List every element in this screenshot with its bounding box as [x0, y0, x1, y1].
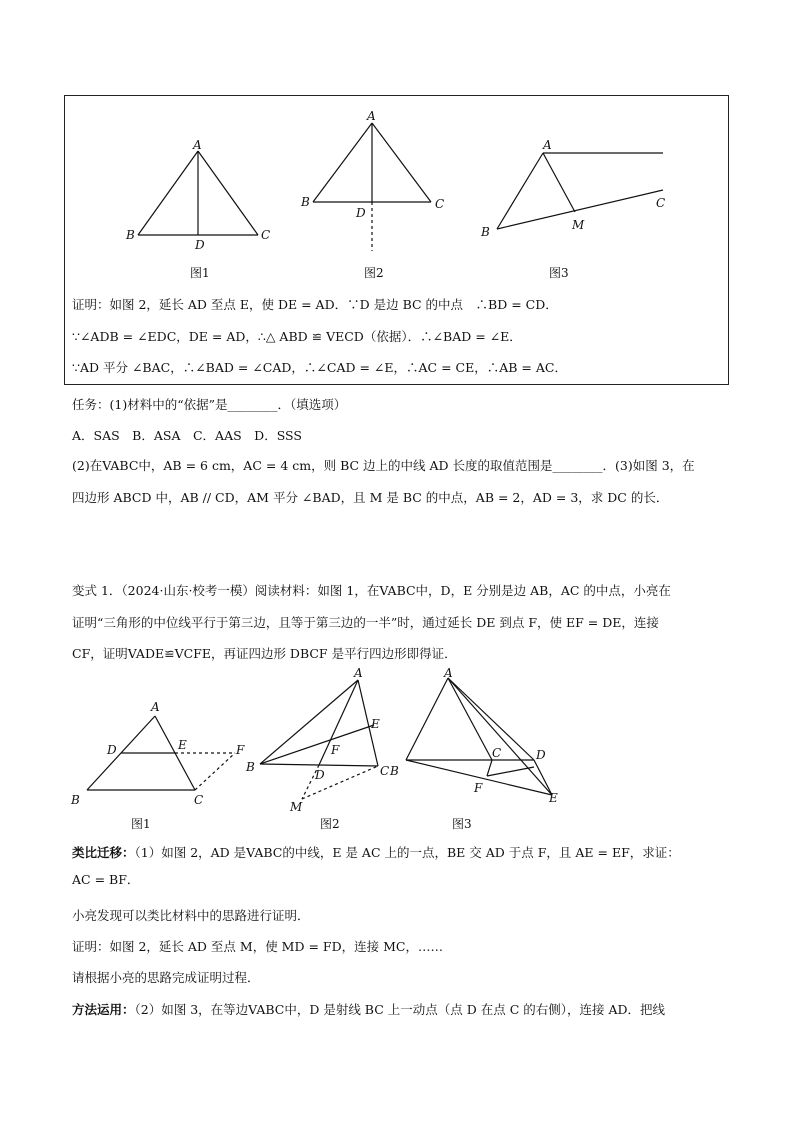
variant-line-2: 证明“三角形的中位线平行于第三边，且等于第三边的一半”时，通过延长 DE 到点 F，使 EF = DE，连接: [72, 615, 659, 630]
vf3-label-c: C: [492, 746, 502, 760]
vf3-segment-ae: [448, 678, 552, 795]
vf3-label-e: E: [549, 791, 558, 805]
fig2-side-ab: [313, 123, 372, 202]
fig2-label-d: D: [356, 206, 366, 220]
vf2-label-e: E: [371, 717, 380, 731]
analogy-line-3: 小亮发现可以类比材料中的思路进行证明．: [72, 908, 310, 923]
fig1-label-d: D: [195, 238, 205, 252]
vf1-label-e: E: [178, 738, 187, 752]
fig2-label-b: B: [301, 195, 310, 209]
analogy-line-1: [72, 844, 680, 862]
vf1-label-f: F: [236, 743, 245, 757]
proof-line-3: ∵AD 平分 ∠BAC，∴∠BAD = ∠CAD，∴∠CAD = ∠E，∴AC = CE，∴AB = AC．: [72, 360, 567, 375]
vf2-label-f: F: [331, 743, 340, 757]
variant-line-1: 变式 1．（2024·山东·校考一模）阅读材料：如图 1，在VABC中，D，E 分别是边 AB，AC 的中点，小亮在: [72, 583, 671, 598]
vf2-segment-be: [260, 725, 374, 764]
fig3-label-m: M: [572, 218, 585, 232]
box-figure-1: [120, 135, 280, 285]
fig1-label-a: A: [193, 138, 202, 152]
fig1-label-b: B: [126, 228, 135, 242]
vf2-label-a: A: [354, 666, 363, 680]
fig3-label-a: A: [543, 138, 552, 152]
method-heading: 方法运用：: [72, 1002, 135, 1017]
vf3-segment-cf: [487, 760, 492, 776]
fig1-side-ab: [138, 151, 198, 235]
analogy-heading: 类比迁移：: [72, 845, 135, 860]
vf3-label-d: D: [536, 748, 546, 762]
method-line-1: [72, 1001, 665, 1019]
fig1-caption: 图1: [190, 266, 210, 280]
variant-figure-3: [390, 668, 580, 835]
vf2-label-m: M: [290, 800, 303, 814]
vf2-dashed-mc: [302, 766, 378, 799]
vf3-label-a: A: [444, 666, 453, 680]
vf3-label-b: B: [390, 764, 399, 778]
variant-figure-1: [65, 690, 265, 835]
task-question-2-line1: (2)在VABC中，AB = 6 cm，AC = 4 cm，则 BC 边上的中线 AD 长度的取值范围是________．(3)如图 3，在: [72, 458, 695, 473]
analogy-text-1: （1）如图 2，AD 是VABC的中线，E 是 AC 上的一点，BE 交 AD 于点 F，且 AE = EF，求证：: [134, 845, 680, 860]
vf3-caption: 图3: [452, 817, 472, 831]
fig1-side-ac: [198, 151, 258, 235]
fig2-caption: 图2: [364, 266, 384, 280]
vf2-label-b: B: [246, 760, 255, 774]
vf3-segment-ad: [448, 678, 534, 760]
vf1-label-d: D: [107, 743, 117, 757]
vf1-label-c: C: [194, 793, 204, 807]
task-question-2-line2: 四边形 ABCD 中，AB // CD，AM 平分 ∠BAD，且 M 是 BC 的中点，AB = 2，AD = 3，求 DC 的长．: [72, 490, 669, 505]
vf2-label-c: C: [380, 764, 390, 778]
analogy-line-2: AC = BF．: [72, 872, 140, 887]
analogy-line-5: 请根据小亮的思路完成证明过程．: [72, 970, 260, 985]
vf2-caption: 图2: [320, 817, 340, 831]
vf1-dashed-cf: [195, 753, 235, 790]
fig2-side-ac: [372, 123, 431, 202]
vf1-label-a: A: [151, 700, 160, 714]
task-options: A．SAS B．ASA C．AAS D．SSS: [72, 428, 302, 443]
method-text-1: （2）如图 3，在等边VABC中，D 是射线 BC 上一动点（点 D 在点 C 的右侧），连接 AD．把线: [134, 1002, 666, 1017]
fig3-line-am: [543, 153, 575, 212]
fig3-label-b: B: [481, 225, 490, 239]
vf1-label-b: B: [71, 793, 80, 807]
vf2-side-ab: [260, 680, 358, 764]
vf3-side-ac: [448, 678, 492, 760]
vf3-label-f: F: [474, 781, 483, 795]
fig2-label-a: A: [367, 109, 376, 123]
fig3-label-c: C: [656, 196, 666, 210]
vf2-label-d: D: [315, 768, 325, 782]
box-figure-3: [475, 135, 680, 285]
box-figure-2: [295, 105, 465, 285]
fig1-label-c: C: [261, 228, 271, 242]
proof-line-2: ∵∠ADB = ∠EDC，DE = AD，∴△ ABD ≌ VECD（依据）．∴∠BAD = ∠E．: [72, 329, 522, 344]
fig3-caption: 图3: [549, 266, 569, 280]
vf3-side-ab: [406, 678, 448, 760]
variant-figure-2: [240, 668, 410, 835]
task-question-1: 任务：(1)材料中的“依据”是________．（填选项）: [72, 397, 347, 412]
proof-line-1: 证明：如图 2，延长 AD 至点 E，使 DE = AD．∵D 是边 BC 的中点 ∴BD = CD．: [72, 297, 558, 312]
fig2-label-c: C: [435, 197, 445, 211]
analogy-line-4: 证明：如图 2，延长 AD 至点 M，使 MD = FD，连接 MC，……: [72, 939, 443, 954]
variant-line-3: CF，证明VADE≌VCFE，再证四边形 DBCF 是平行四边形即得证．: [72, 646, 457, 661]
fig3-line-ab: [497, 153, 543, 229]
vf1-caption: 图1: [131, 817, 151, 831]
vf3-segment-fd: [487, 767, 534, 776]
